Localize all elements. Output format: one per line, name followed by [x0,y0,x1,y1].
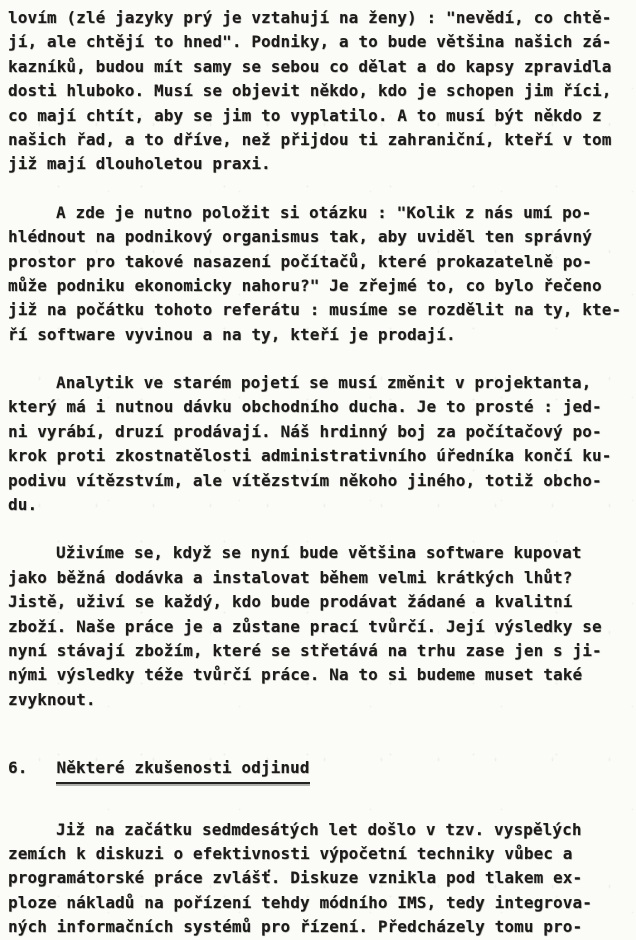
text-line: co mají chtít, aby se jim to vyplatilo. A to musí být někdo z [8,105,602,125]
text-line: du. [8,495,38,515]
text-line: lovím (zlé jazyky prý je vztahují na ženy) : "nevědí, co chtě- [8,8,612,27]
text-line: prostor pro takové nasazení počítačů, které prokazatelně po- [8,251,592,271]
section-title: Některé zkušenosti odjinud [56,756,309,783]
section-heading [8,756,632,783]
text-line: může podniku ekonomicky nahoru?" Je zřejmé to, co bylo řečeno [8,275,602,295]
text-line: krok proti zkostnatělosti administrativního úředníka končí ku- [8,446,612,466]
text-line: jako běžná dodávka a instalovat během velmi krátkých lhůt? [8,567,573,587]
text-line: ří software vyvinou a na ty, kteří je prodají. [8,324,456,344]
text-line: dosti hluboko. Musí se objevit někdo, kdo je schopen jim říci, [8,81,612,101]
text-line: nými výsledky téže tvůrčí práce. Na to si budeme muset také [8,665,583,685]
text-line: nyní stávají zbožím, které se střetává na trhu zase jen s ji- [8,640,602,660]
text-line: ploze nákladů na pořízení tehdy módního IMS, tedy integrova- [8,892,592,912]
text-line: kazníků, budou mít samy se sebou co dělat a do kapsy zpravidla [8,56,612,76]
text-line: ni vyrábí, druzí prodávají. Náš hrdinný boj za počítačový po- [8,421,602,441]
text-line: Analytik ve starém pojetí se musí změnit v projektanta, [56,373,592,393]
text-line: našich řad, a to dříve, než přijdou ti zahraniční, kteří v tom [8,129,612,149]
text-line: hlédnout na podnikový organismus tak, aby uviděl ten správný [8,227,592,247]
text-line: již na počátku tohoto referátu : musíme se rozdělit na ty, kte- [8,300,622,320]
paragraph [8,201,632,347]
text-line: zboží. Naše práce je a zůstane prací tvůrčí. Její výsledky se [8,616,602,636]
page-content [8,6,632,940]
text-line: podivu vítězstvím, ale vítězstvím někoho jiného, totiž obcho- [8,470,602,490]
text-line: ných informačních systémů pro řízení. Předcházely tomu pro- [8,917,583,937]
text-line: Jistě, uživí se každý, kdo bude prodávat žádané a kvalitní [8,592,573,612]
text-line: Uživíme se, když se nyní bude většina software kupovat [56,543,582,563]
paragraph [8,818,632,940]
paragraph [8,6,632,177]
paragraph [8,541,632,712]
section-number: 6. [8,758,28,778]
text-line: programátorské práce zvlášť. Diskuze vznikla pod tlakem ex- [8,868,583,888]
text-line: který má i nutnou dávku obchodního ducha. Je to prosté : jed- [8,397,602,417]
text-line: A zde je nutno položit si otázku : "Kolik z nás umí po- [56,202,592,222]
text-line: Již na začátku sedmdesátých let došlo v tzv. vyspělých [56,819,582,839]
text-line: již mají dlouholetou praxi. [8,154,271,174]
text-line: zvyknout. [8,689,96,709]
text-line: jí, ale chtějí to hned". Podniky, a to bude většina našich zá- [8,32,612,52]
text-line: zemích k diskuzi o efektivnosti výpočetní techniky vůbec a [8,843,573,863]
paragraph [8,371,632,517]
